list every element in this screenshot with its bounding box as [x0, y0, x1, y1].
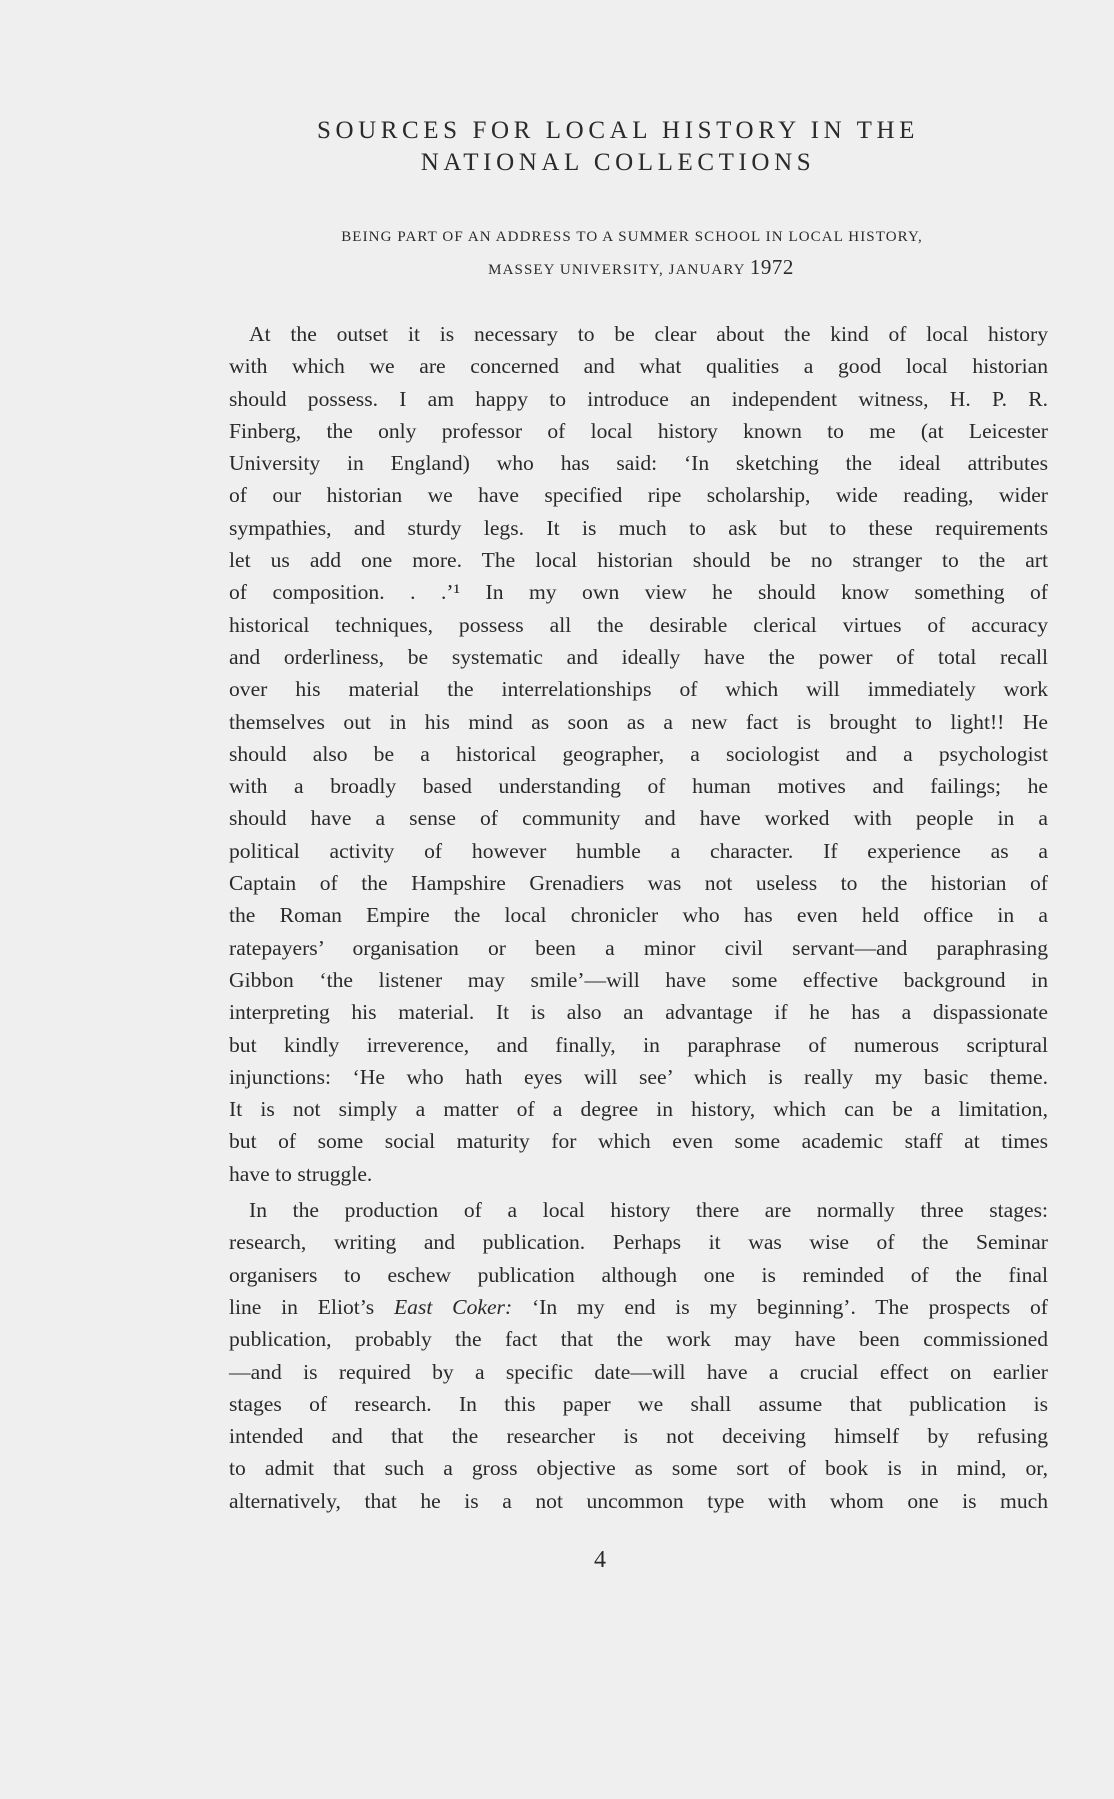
body-line: Captain of the Hampshire Grenadiers was not useless to the historian of: [229, 871, 1048, 896]
body-line-part: line in Eliot’s: [229, 1294, 394, 1319]
body-line: injunctions: ‘He who hath eyes will see’ which is really my basic theme.: [229, 1064, 1048, 1089]
body-line: have to struggle.: [229, 1161, 373, 1186]
body-line: Finberg, the only professor of local history known to me (at Leicester: [229, 418, 1048, 443]
body-line: of composition. . .’¹ In my own view he should know something of: [229, 580, 1048, 605]
body-line: intended and that the researcher is not deceiving himself by refusing: [229, 1424, 1048, 1449]
body-line: should have a sense of community and have worked with people in a: [229, 806, 1048, 831]
subtitle-place: MASSEY UNIVERSITY, JANUARY: [488, 262, 745, 278]
body-line: Gibbon ‘the listener may smile’—will have some effective background in: [229, 967, 1048, 992]
body-line: [229, 1291, 1048, 1323]
title-line-2: NATIONAL COLLECTIONS: [420, 149, 816, 176]
body-line: the Roman Empire the local chronicler who has even held office in a: [229, 903, 1048, 928]
body-line: political activity of however humble a character. If experience as a: [229, 838, 1048, 863]
subtitle-year: 1972: [749, 255, 794, 279]
body-line: University in England) who has said: ‘In sketching the ideal attributes: [229, 451, 1048, 476]
page-number: 4: [594, 1547, 606, 1573]
body-line: organisers to eschew publication although one is reminded of the final: [229, 1262, 1048, 1287]
body-line: should possess. I am happy to introduce an independent witness, H. P. R.: [229, 386, 1048, 411]
body-line: of our historian we have specified ripe scholarship, wide reading, wider: [229, 483, 1048, 508]
body-line: alternatively, that he is a not uncommon type with whom one is much: [229, 1488, 1048, 1513]
body-line-part: ‘In my end is my beginning’. The prospects of: [512, 1294, 1048, 1319]
body-text: [229, 318, 1048, 1517]
title-line-1: SOURCES FOR LOCAL HISTORY IN THE: [316, 117, 920, 144]
body-line: to admit that such a gross objective as some sort of book is in mind, or,: [229, 1456, 1048, 1481]
body-line: over his material the interrelationships of which will immediately work: [229, 677, 1048, 702]
body-line: but kindly irreverence, and finally, in paraphrase of numerous scriptural: [229, 1032, 1048, 1057]
body-line: publication, probably the fact that the work may have been commissioned: [229, 1327, 1048, 1352]
body-line: historical techniques, possess all the desirable clerical virtues of accuracy: [229, 612, 1048, 637]
body-line: stages of research. In this paper we shall assume that publication is: [229, 1391, 1048, 1416]
italic-title: East Coker:: [393, 1294, 513, 1319]
subtitle-line-2: [228, 252, 1054, 285]
body-line: and orderliness, be systematic and ideally have the power of total recall: [229, 644, 1048, 669]
body-line: with a broadly based understanding of human motives and failings; he: [229, 774, 1048, 799]
body-line: with which we are concerned and what qualities a good local historian: [229, 354, 1048, 379]
body-line: It is not simply a matter of a degree in history, which can be a limitation,: [229, 1097, 1048, 1122]
body-line: research, writing and publication. Perhaps it was wise of the Seminar: [229, 1230, 1048, 1255]
body-line: let us add one more. The local historian should be no stranger to the art: [229, 548, 1048, 573]
body-line: At the outset it is necessary to be clear about the kind of local history: [249, 322, 1048, 346]
body-line: should also be a historical geographer, a sociologist and a psychologist: [229, 741, 1048, 766]
body-line: but of some social maturity for which even some academic staff at times: [229, 1129, 1048, 1154]
body-line: themselves out in his mind as soon as a new fact is brought to light!! He: [229, 709, 1048, 734]
body-line: In the production of a local history there are normally three stages:: [249, 1198, 1048, 1223]
body-line: interpreting his material. It is also an advantage if he has a dispassionate: [229, 1000, 1048, 1025]
body-line: ratepayers’ organisation or been a minor civil servant—and paraphrasing: [229, 935, 1048, 960]
body-line: —and is required by a specific date—will have a crucial effect on earlier: [229, 1359, 1048, 1384]
body-line: sympathies, and sturdy legs. It is much to ask but to these requirements: [229, 515, 1048, 540]
subtitle-line-1: BEING PART OF AN ADDRESS TO A SUMMER SCHOOL IN LOCAL HISTORY,: [341, 229, 923, 245]
